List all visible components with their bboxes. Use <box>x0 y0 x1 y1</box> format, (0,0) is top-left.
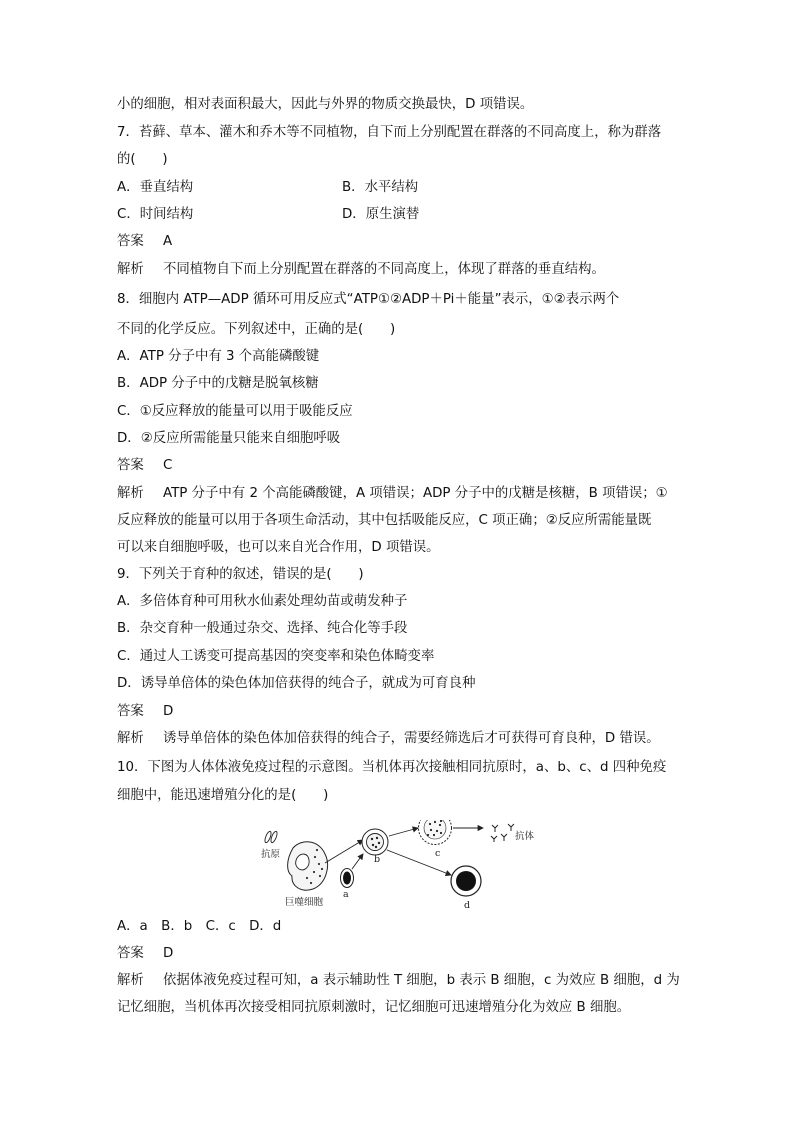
question-10-stem: 10．下图为人体体液免疫过程的示意图。当机体再次接触相同抗原时，a、b、c、d 四种免疫 <box>117 760 667 775</box>
question-8-stem-cont: 不同的化学反应。下列叙述中，正确的是( ) <box>117 322 396 337</box>
q7-option-c: C．时间结构 <box>117 207 194 222</box>
q9-option-a: A．多倍体育种可用秋水仙素处理幼苗或萌发种子 <box>117 594 408 609</box>
answer-label: 答案 <box>117 234 144 249</box>
q7-option-d: D．原生演替 <box>342 207 420 222</box>
question-10-stem-cont: 细胞中，能迅速增殖分化的是( ) <box>117 788 329 803</box>
answer-value: D <box>163 946 174 961</box>
cell-a-label: a <box>343 889 349 900</box>
question-8-stem: 8．细胞内 ATP—ADP 循环可用反应式“ATP①②ADP＋Pi＋能量”表示，①②表示两个 <box>117 292 620 307</box>
q8-option-b: B．ADP 分子中的戊糖是脱氧核糖 <box>117 376 319 391</box>
cell-a-icon <box>341 869 354 888</box>
cell-c-label: c <box>435 848 441 859</box>
explanation-label: 解析 <box>117 486 144 501</box>
question-9-stem: 9．下列关于育种的叙述，错误的是( ) <box>117 567 364 582</box>
explanation-text: 诱导单倍体的染色体加倍获得的纯合子，需要经筛选后才可获得可育良种，D 错误。 <box>163 731 660 746</box>
q8-option-c: C．①反应释放的能量可以用于吸能反应 <box>117 404 353 419</box>
q10-explanation-cont: 记忆细胞，当机体再次接受相同抗原刺激时，记忆细胞可迅速增殖分化为效应 B 细胞。 <box>117 1000 631 1015</box>
answer-value: D <box>163 704 174 719</box>
cell-d-label: d <box>464 900 471 911</box>
q10-explanation <box>117 972 680 990</box>
q7-option-b: B．水平结构 <box>342 180 419 195</box>
q8-explanation <box>117 485 668 503</box>
q8-option-a: A．ATP 分子中有 3 个高能磷酸键 <box>117 349 320 364</box>
answer-label: 答案 <box>117 946 144 961</box>
explanation-text: 不同植物自下而上分别配置在群落的不同高度上，体现了群落的垂直结构。 <box>163 262 605 277</box>
antigen-label: 抗原 <box>261 849 281 860</box>
explanation-label: 解析 <box>117 262 144 277</box>
antibody-label: 抗体 <box>515 831 535 842</box>
explanation-label: 解析 <box>117 973 144 988</box>
cell-c-icon <box>419 820 452 845</box>
q7-explanation <box>117 261 605 279</box>
q7-option-a: A．垂直结构 <box>117 180 194 195</box>
cell-d-icon <box>451 866 481 896</box>
q10-options: A．a B．b C．c D．d <box>117 919 282 934</box>
q10-answer <box>117 945 173 963</box>
question-7-stem: 7．苔藓、草本、灌木和乔木等不同植物，自下而上分别配置在群落的不同高度上，称为群落 <box>117 125 662 140</box>
q9-answer <box>117 703 173 721</box>
cell-b-label: b <box>374 854 381 865</box>
antibody-icon <box>491 824 514 842</box>
q9-option-c: C．通过人工诱变可提高基因的突变率和染色体畸变率 <box>117 649 435 664</box>
q9-explanation <box>117 730 660 748</box>
q8-answer <box>117 457 172 475</box>
answer-value: A <box>163 234 173 249</box>
explanation-label: 解析 <box>117 731 144 746</box>
antigen-icon <box>264 831 279 844</box>
answer-label: 答案 <box>117 458 144 473</box>
explanation-text: ATP 分子中有 2 个高能磷酸键，A 项错误；ADP 分子中的戊糖是核糖，B 项错误；① <box>163 486 668 501</box>
q8-explanation-cont: 可以来自细胞呼吸，也可以来自光合作用，D 项错误。 <box>117 540 440 555</box>
q7-answer <box>117 233 172 251</box>
macrophage-label: 巨噬细胞 <box>285 897 324 908</box>
cell-b-icon <box>362 829 388 855</box>
q8-explanation-cont: 反应释放的能量可以用于各项生命活动，其中包括吸能反应，C 项正确；②反应所需能量既 <box>117 513 652 528</box>
explanation-text: 依据体液免疫过程可知，a 表示辅助性 T 细胞，b 表示 B 细胞，c 为效应 B 细胞，d 为 <box>163 973 680 988</box>
text-line: 小的细胞，相对表面积最大，因此与外界的物质交换最快，D 项错误。 <box>117 97 534 112</box>
q9-option-b: B．杂交育种一般通过杂交、选择、纯合化等手段 <box>117 621 408 636</box>
answer-label: 答案 <box>117 704 144 719</box>
question-7-stem-cont: 的( ) <box>117 152 168 167</box>
humoral-immunity-diagram <box>255 820 555 912</box>
answer-value: C <box>163 458 173 473</box>
macrophage-icon <box>288 842 328 890</box>
q9-option-d: D．诱导单倍体的染色体加倍获得的纯合子，就成为可育良种 <box>117 676 476 691</box>
q8-option-d: D．②反应所需能量只能来自细胞呼吸 <box>117 431 341 446</box>
